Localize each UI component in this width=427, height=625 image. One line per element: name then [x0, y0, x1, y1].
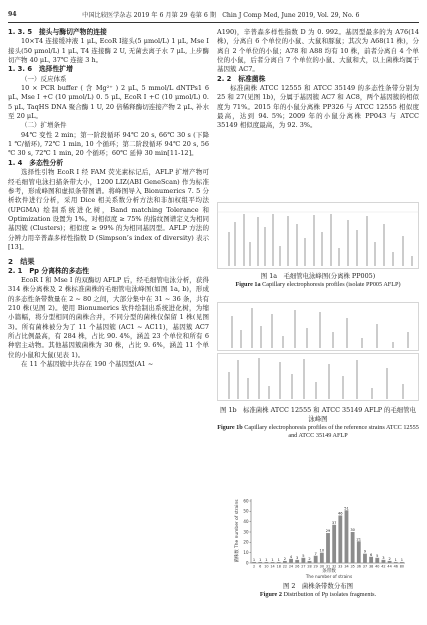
data-label: 10 — [319, 548, 325, 553]
x-tick-label: 38 — [368, 564, 374, 569]
bar-31 — [326, 533, 330, 563]
x-tick-label: 26 — [295, 564, 300, 569]
bar-44 — [388, 561, 392, 563]
section-1-4-body: 选择性引物 EcoR Ⅰ 经 FAM 荧光素标记后，AFLP 扩增产物可经毛细管电泳扫描条带大小，1200 LIZ(ABI GeneScan) 作为标准参考，形成峰图和虚拟条带图谱。将峰图导入 Bionumerics 7. 5 分析软件进行分析，采用 Dice 相关系数分析方法和非加权组平均法 (UPGMA) 绘制系统进化树，Band matching Tolerance 和 Optimization 设置为 1%。对相似度 ≥ 75% 的指纹图谱定义为相同基因簇 (Clusters)；相似度 ≥ 99% 的为相同基因型。AFLP 方法的分辨力用辛普森多样性指数 D (Simpson’s index of diversity) 表示[13]。 — [8, 168, 209, 251]
data-label: 1 — [394, 557, 397, 562]
x-tick-label: 30 — [319, 564, 325, 569]
x-tick-label: 33 — [338, 564, 343, 569]
fragment-distribution-chart — [233, 495, 409, 580]
peak-lines-1a — [229, 214, 412, 266]
x-tick-label: 27 — [301, 564, 306, 569]
data-label: 30 — [350, 528, 355, 532]
bar-27 — [301, 558, 305, 563]
y-tick-label: 0 — [245, 560, 249, 566]
data-label: 1 — [277, 557, 280, 562]
reaction-system-label: （一）反应体系 — [21, 74, 67, 83]
data-label: 1 — [400, 557, 404, 562]
bar-18 — [277, 562, 281, 563]
chart-y-axis-label: 菌株数 The number of strains — [235, 499, 240, 563]
figure-1b-caption-en — [217, 424, 419, 441]
bar-22 — [283, 561, 287, 563]
section-1-4-title: 1. 4 多态性分析 — [8, 158, 64, 167]
bar-26 — [295, 560, 299, 563]
data-label: 2 — [388, 556, 391, 561]
data-label: 46 — [338, 511, 343, 516]
figure-2-caption — [217, 582, 419, 599]
x-tick-label: 36 — [356, 564, 361, 569]
bar-32 — [332, 525, 336, 563]
bar-6 — [258, 562, 262, 563]
data-label: 1 — [259, 557, 262, 562]
bar-28 — [308, 561, 312, 563]
x-tick-label: 32 — [331, 564, 337, 569]
x-tick-label: 28 — [307, 564, 312, 569]
section-1-3-6-title: 1. 3. 6 选择性扩增 — [8, 65, 73, 74]
bar-2 — [252, 562, 256, 563]
data-label: 21 — [356, 537, 362, 542]
y-tick-label: 50 — [243, 508, 249, 514]
bar-34 — [345, 510, 349, 563]
y-tick-label: 20 — [243, 539, 249, 545]
reaction-system-body: 10 × PCR buffer ( 含 Mg²⁺ ) 2 μL, 5 mmol/L dNTPs1 6 μL, Mse Ⅰ +C (10 μmol/L) 0. 5 μL, EcoR Ⅰ +C (10 μmol/L) 0. 5 μL, TaqHS DNA 聚合酶 1 U, 20 倍稀释酶切连接产物 2 μL, 补水至 20 μL。 — [8, 84, 209, 121]
figure-1b-label: Figure 1b — [217, 424, 243, 431]
figure-2-caption-text: Distribution of Pp isolates fragments. — [283, 591, 377, 598]
data-label: 3 — [382, 555, 385, 560]
data-label: 2 — [283, 556, 287, 561]
x-tick-label: 46 — [393, 564, 398, 569]
data-label: 1 — [265, 557, 268, 562]
x-tick-label: 37 — [362, 564, 368, 569]
data-label: 1 — [252, 557, 256, 562]
bar-42 — [382, 560, 386, 563]
y-tick-label: 40 — [243, 519, 249, 525]
x-tick-label: 34 — [344, 564, 349, 569]
figure-1a-caption-cn: 图 1a 毛细管电泳峰图(分离株 PP005) — [260, 272, 376, 280]
data-label: 7 — [314, 551, 317, 556]
x-tick-label: 80 — [399, 564, 405, 569]
amplification-conditions-body: 94℃ 变性 2 min；第一阶段循环 94℃ 20 s, 66℃ 30 s (下降 1 ℃/循环), 72℃ 1 min, 10 个循环；第二阶段循环 94℃ 20 s, 56 ℃ 30 s, 72℃ 1 min, 20 个循环；60℃ 延伸 30 min[11-12]。 — [8, 130, 209, 158]
bar-46 — [394, 562, 398, 563]
data-label: 5 — [376, 553, 379, 558]
y-tick-label: 10 — [243, 550, 249, 556]
x-tick-label: 6 — [259, 564, 262, 569]
section-2-2-title: 2. 2 标准菌株 — [217, 74, 266, 83]
bar-29 — [314, 556, 318, 563]
bar-10 — [264, 562, 268, 563]
x-tick-label: 42 — [381, 564, 386, 569]
bar-36 — [357, 541, 361, 563]
data-label: 29 — [325, 529, 331, 534]
figure-2-caption-cn: 图 2 菌株条带数分布图 — [282, 582, 353, 590]
figure-1a-caption-en — [217, 281, 419, 289]
x-tick-label: 31 — [325, 564, 331, 569]
y-tick-label: 30 — [243, 529, 249, 535]
figure-2-caption-en — [217, 591, 419, 599]
section-2-1-title: 2. 1 Pp 分离株的多态性 — [8, 266, 89, 275]
bar-30 — [320, 553, 324, 563]
electropherogram-1b — [217, 302, 419, 402]
electropherogram-1a — [217, 202, 419, 270]
chart-x-axis-label: 条带数 — [322, 569, 336, 574]
x-tick-label: 40 — [375, 564, 380, 569]
page-number: 94 — [8, 10, 17, 18]
x-tick-label: 14 — [270, 564, 275, 569]
section-2-1-body: EcoR Ⅰ 和 Mse Ⅰ 的双酶切 AFLP 后，经毛细管电泳分析，获得 314 株分离株及 2 株标准菌株的毛细管电泳峰图(如图 1a, b)，形成的多态性条带数量在 2 ~ 80 之间，大部分集中在 31 ~ 36 条，共有 210 株(见图 2)。使用 Bionumerics 软件绘制出系统进化树，为缩小篇幅，将分型相同的菌株合并，不同分型的菌株仅保留 1 株(见图 3)。所有菌株被分为了 11 个基因簇 (AC1 ~ AC11)，基因簇 AC7 所占比例最高，有 284 株，占比 90. 4%，涵盖 23 个单位和所有 6 种宿主动物。其他基因簇菌株为 30 株，占比 9. 6%，涵盖 11 个单位的小鼠和大鼠(见表 1)。 — [8, 275, 209, 359]
data-label: 3 — [296, 555, 299, 560]
data-label: 51 — [344, 506, 349, 511]
x-tick-label: 29 — [313, 564, 318, 569]
chart-bars — [252, 510, 404, 563]
data-label: 4 — [289, 554, 293, 559]
running-header — [8, 8, 419, 20]
chart-x-axis-label-en: The number of strains — [305, 574, 353, 579]
data-label: 5 — [302, 553, 305, 558]
peak-lines-1b-upper — [232, 308, 408, 348]
x-tick-label: 44 — [387, 564, 392, 569]
header-rule — [8, 22, 419, 23]
section-1-3-5-title: 1. 3. 5 接头与酶切产物的连接 — [8, 28, 107, 36]
section-2-title: 2 结果 — [8, 257, 35, 267]
data-label: 9 — [363, 549, 367, 554]
data-label: 2 — [308, 556, 311, 561]
bar-80 — [400, 562, 404, 563]
bar-40 — [375, 558, 379, 563]
right-column — [217, 28, 419, 131]
x-tick-label: 35 — [350, 564, 355, 569]
bar-38 — [369, 557, 373, 563]
x-tick-label: 24 — [288, 564, 294, 569]
x-tick-label: 2 — [252, 564, 256, 569]
section-2-1-body-continued: 在 11 个基因簇中共存在 190 个基因型(A1 ~ — [21, 360, 154, 369]
bar-14 — [271, 562, 275, 563]
amplification-conditions-label: （二）扩增条件 — [21, 121, 67, 130]
figure-2-label: Figure 2 — [259, 591, 282, 598]
section-1-3-5-body: 10×T4 连接缓冲液 1 μL, EcoR Ⅰ接头(5 μmol/L) 1 μL, Mse Ⅰ接头(50 μmol/L) 1 μL, T4 连接酶 2 U, 无菌去离子水 7 μL, 上步酶切产物 40 μL, 37℃ 连接 3 h。 — [8, 37, 209, 65]
data-label: 6 — [369, 552, 373, 557]
x-tick-label: 22 — [282, 564, 288, 569]
section-2-2-body: 标准菌株 ATCC 12555 和 ATCC 35149 的多态性条带分别为 25 和 27(见图 1b)，分属于基因簇 AC7 和 AC8，两个基因簇的相似度为 71%。2015 年的小鼠分离株 PP326 与 ATCC 12555 相似度最高，达到 94. 5%；2009 年的小鼠分离株 PP043 与 ATCC 35149 相似度最高，为 92. 3%。 — [217, 84, 419, 130]
left-column — [8, 28, 209, 369]
peak-lines-1b-lower — [229, 358, 403, 399]
figure-1b-caption-cn: 图 1b 标准菌株 ATCC 12555 和 ATCC 35149 AFLP 的毛细管电泳峰图 — [220, 406, 416, 423]
bar-37 — [363, 554, 367, 563]
x-tick-label: 10 — [264, 564, 269, 569]
figure-1a-caption-text: Capillary electrophoresis profiles (isolate PP005 AFLP) — [262, 281, 401, 288]
data-label: 37 — [331, 520, 337, 525]
bar-24 — [289, 559, 293, 563]
bar-35 — [351, 532, 355, 563]
data-label: 1 — [271, 557, 274, 562]
figure-1a-label: Figure 1a — [235, 281, 261, 288]
x-tick-label: 18 — [276, 564, 281, 569]
right-body-continued: A190)，辛普森多样性指数 D 为 0. 992。基因型最多的为 A76(14 株)，分离自 6 个单位的小鼠、大鼠和豚鼠；其次为 A68(11 株)，分离自 2 个单位的小鼠；A78 和 A88 均有 10 株，前者分离自 4 个单位的小鼠，后者分离自 7 个单位的小鼠、大鼠和犬，以上菌株均属于基因簇 AC7。 — [217, 28, 419, 74]
figure-1b-caption-text: Capillary electrophoresis profiles of the reference strains ATCC 12555 and ATCC 35149 AFLP — [244, 424, 419, 440]
journal-citation: 中国比较医学杂志 2019 年 6 月第 29 卷第 6 期 Chin J Comp Med, June 2019, Vol. 29, No. 6 — [82, 11, 360, 19]
bar-33 — [338, 515, 342, 563]
y-tick-label: 60 — [243, 498, 249, 504]
